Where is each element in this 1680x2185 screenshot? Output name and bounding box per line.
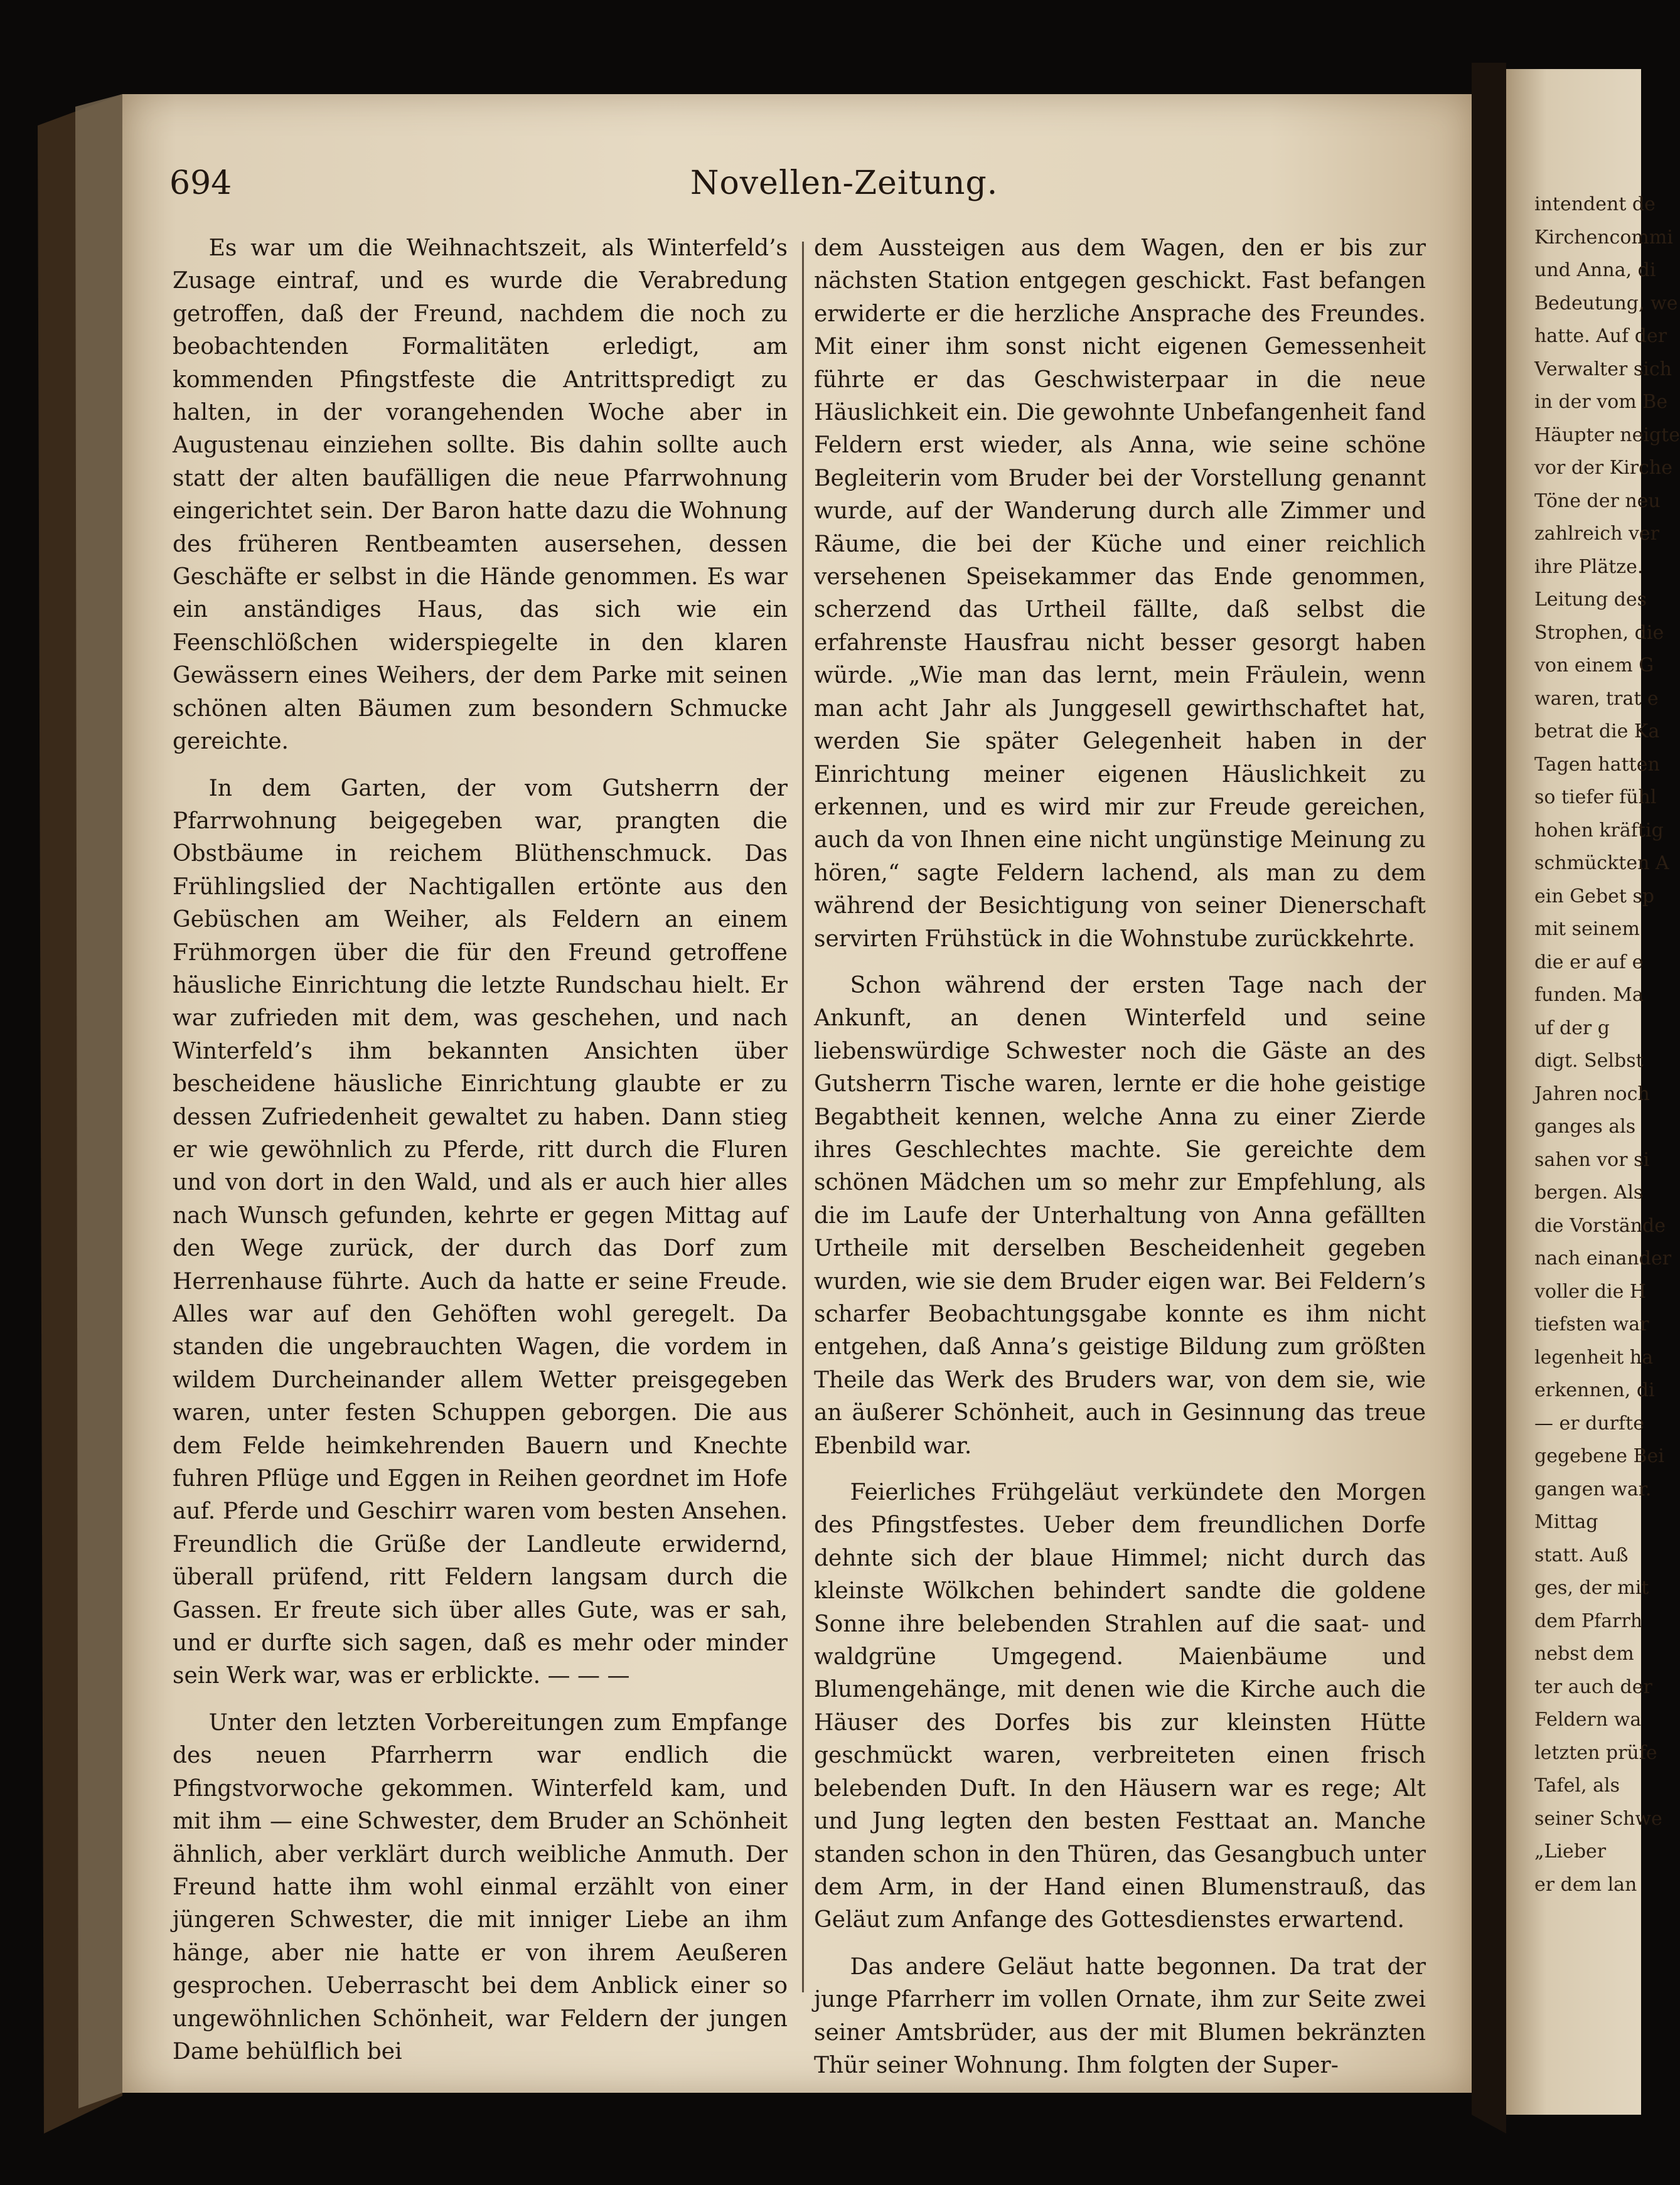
fragment-line: die er auf e [1534, 951, 1644, 973]
paragraph: Feierliches Frühgeläut verkündete den Morgen des Pfingstfestes. Ueber dem freundlichen Dorfe dehnte sich der blaue Himmel; nicht durch das kleinste Wölkchen behindert sandte die goldene Sonne ihre belebenden Strahlen auf die saat- und waldgrüne Umgegend. Maienbäume und Blumengehänge, mit denen wie die Kirche auch die Häuser des Dorfes bis zur kleinsten Hütte geschmückt waren, verbreiteten einen frisch belebenden Duft. In den Häusern war es rege; Alt und Jung legten den besten Festtaat an. Manche standen schon in den Thüren, das Gesangbuch unter dem Arm, in der Hand einen Blumenstrauß, das Geläut zum Anfange des Gottesdienstes erwartend. [814, 1480, 1426, 1933]
fragment-line: erkennen, di [1534, 1379, 1655, 1401]
fragment-line: gegebene Bei [1534, 1445, 1664, 1467]
fragment-line: waren, trat e [1534, 687, 1659, 710]
fragment-line: Häupter neigte [1534, 424, 1680, 446]
fragment-line: ganges als [1534, 1116, 1636, 1138]
fragment-line: Feldern wa [1534, 1709, 1642, 1731]
fragment-line: hatte. Auf der [1534, 325, 1667, 347]
right-text-column [814, 232, 1426, 2082]
fragment-line: voller die H [1534, 1280, 1647, 1303]
paragraph: Das andere Geläut hatte begonnen. Da trat der junge Pfarrherr im vollen Ornate, ihm zur Seite zwei seiner Amtsbrüder, aus der mit Blumen bekränzten Thür seiner Wohnung. Ihm folgten der Super- [814, 1953, 1426, 2078]
fragment-line: sahen vor si [1534, 1148, 1650, 1171]
left-text-column [173, 232, 788, 2068]
fragment-line: legenheit ha [1534, 1346, 1654, 1369]
paragraph: In dem Garten, der vom Gutsherrn der Pfarrwohnung beigegeben war, prangten die Obstbäume in reichem Blüthenschmuck. Das Frühlingslied der Nachtigallen ertönte aus den Gebüschen am Weiher, als Feldern an einem Frühmorgen über die für den Freund getroffene häusliche Einrichtung die letzte Rundschau hielt. Er war zufrieden mit dem, was geschehen, und nach Winterfeld’s ihm bekannten Ansichten über bescheidene häusliche Einrichtung glaubte er zu dessen Zufriedenheit gewaltet zu haben. Dann stieg er wie gewöhnlich zu Pferde, ritt durch die Fluren und von dort in den Wald, und als er auch hier alles nach Wunsch gefunden, kehrte er gegen Mittag auf den Wege zurück, der durch das Dorf zum Herrenhause führte. Auch da hatte er seine Freude. Alles war auf den Gehöften wohl geregelt. Da standen die ungebrauchten Wagen, die vordem in wildem Durcheinander allem Wetter preisgegeben waren, unter festen Schuppen geborgen. Die aus dem Felde heimkehrenden Bauern und Knechte fuhren Pflüge und Eggen in Reihen geordnet im Hofe auf. Pferde und Geschirr waren vom besten Ansehen. Freundlich die Grüße der Landleute erwidernd, überall prüfend, ritt Feldern langsam durch die Gassen. Er freute sich über alles Gute, was er sah, und er durfte sich sagen, daß es mehr oder minder sein Werk war, was er erblickte. — — — [173, 775, 788, 1689]
fragment-line: ter auch der [1534, 1675, 1652, 1698]
fragment-line: zahlreich ver [1534, 523, 1659, 545]
fragment-line: — er durfte [1534, 1412, 1644, 1434]
fragment-line: ihre Plätze. [1534, 555, 1644, 578]
paragraph: dem Aussteigen aus dem Wagen, den er bis zur nächsten Station entgegen geschickt. Fast befangen erwiderte er die herzliche Ansprache des Freundes. Mit einer ihm sonst nicht eigenen Gemessenheit führte er das Geschwisterpaar in die neue Häuslichkeit ein. Die gewohnte Unbefangenheit fand Feldern erst wieder, als Anna, wie seine schöne Begleiterin vom Bruder bei der Vorstellung genannt wurde, auf der Wanderung durch alle Zimmer und Räume, die bei der Küche und einer reichlich versehenen Speisekammer das Ende genommen, scherzend das Urtheil fällte, daß selbst die erfahrenste Hausfrau nicht besser gesorgt haben würde. „Wie man das lernt, mein Fräulein, wenn man acht Jahr als Junggesell gewirthschaftet hat, werden Sie später Gelegenheit haben in der Einrichtung meiner eigenen Häuslichkeit zu erkennen, und es wird mir zur Freude gereichen, auch da von Ihnen eine nicht ungünstige Meinung zu hören,“ sagte Feldern lachend, als man zu dem während der Besichtigung von seiner Dienerschaft servirten Frühstück in die Wohnstube zurückkehrte. [814, 235, 1426, 952]
fragment-line: letzten prüfe [1534, 1741, 1657, 1764]
fragment-line: seiner Schwe [1534, 1807, 1662, 1830]
fragment-line: ges, der mit [1534, 1577, 1649, 1599]
fragment-line: bergen. Als [1534, 1182, 1644, 1204]
fragment-line: schmückten A [1534, 852, 1669, 874]
fragment-line: Töne der neu [1534, 489, 1661, 512]
paragraph: Unter den letzten Vorbereitungen zum Empfange des neuen Pfarrherrn war endlich die Pfingstvorwoche gekommen. Winterfeld kam, und mit ihm — eine Schwester, dem Bruder an Schönheit ähnlich, aber verklärt durch weibliche Anmuth. Der Freund hatte ihm wohl einmal erzählt von einer jüngeren Schwester, die mit inniger Liebe an ihm hänge, aber nie hatte er von ihrem Aeußeren gesprochen. Ueberrascht bei dem Anblick einer so ungewöhnlichen Schönheit, war Feldern der jungen Dame behülflich bei [173, 1709, 788, 2065]
fragment-line: Tagen hatten [1534, 753, 1660, 776]
fragment-line: mit seinem [1534, 918, 1640, 940]
next-page-text-fragments [1534, 188, 1680, 1901]
fragment-line: Tafel, als [1534, 1775, 1620, 1797]
fragment-line: Kirchencommi [1534, 226, 1673, 248]
fragment-line: betrat die Ka [1534, 720, 1660, 742]
fragment-line: digt. Selbst [1534, 1050, 1644, 1072]
fragment-line: so tiefer fühl [1534, 786, 1657, 808]
fragment-line: nach einander [1534, 1247, 1672, 1269]
fragment-line: Jahren noch [1534, 1082, 1650, 1105]
page-block-edges [75, 94, 122, 2108]
fragment-line: „Lieber [1534, 1840, 1607, 1862]
fragment-line: nebst dem [1534, 1643, 1634, 1665]
running-header: Novellen-Zeitung. [690, 164, 998, 202]
fragment-line: gangen war. [1534, 1478, 1652, 1500]
fragment-line: ein Gebet sp [1534, 885, 1655, 907]
fragment-line: er dem lan [1534, 1873, 1637, 1896]
fragment-line: dem Pfarrh [1534, 1610, 1643, 1632]
page-number: 694 [169, 164, 232, 202]
fragment-line: uf der g [1534, 1017, 1610, 1039]
fragment-line: statt. Auß [1534, 1544, 1629, 1566]
fragment-line: Strophen, die [1534, 621, 1664, 644]
paragraph: Es war um die Weihnachtszeit, als Winterfeld’s Zusage eintraf, und es wurde die Verabredung getroffen, daß der Freund, nachdem die noch zu beobachtenden Formalitäten erledigt, am kommenden Pfingstfeste die Antrittspredigt zu halten, in der vorangehenden Woche aber in Augustenau einziehen sollte. Bis dahin sollte auch statt der alten baufälligen die neue Pfarrwohnung eingerichtet sein. Der Baron hatte dazu die Wohnung des früheren Rentbeamten ausersehen, dessen Geschäfte er selbst in die Hände genommen. Es war ein anständiges Haus, das sich wie ein Feenschlößchen widerspiegelte in den klaren Gewässern eines Weihers, der dem Parke mit seinen schönen alten Bäumen zum besondern Schmucke gereichte. [173, 235, 788, 755]
fragment-line: hohen kräftig [1534, 819, 1664, 841]
fragment-line: Mittag [1534, 1511, 1598, 1533]
paragraph: Schon während der ersten Tage nach der Ankunft, an denen Winterfeld und seine liebenswürdige Schwester noch die Gäste an des Gutsherrn Tische waren, lernte er die hohe geistige Begabtheit kennen, welche Anna zu einer Zierde ihres Geschlechtes machte. Sie gereichte dem schönen Mädchen um so mehr zur Empfehlung, als die im Laufe der Unterhaltung von Anna gefällten Urtheile mit derselben Bescheidenheit gegeben wurden, wie sie dem Bruder eigen war. Bei Feldern’s scharfer Beobachtungsgabe konnte es ihm nicht entgehen, daß Anna’s geistige Bildung zum größten Theile das Werk des Bruders war, von dem sie, wie an äußerer Schönheit, auch in Gesinnung das treue Ebenbild war. [814, 972, 1426, 1459]
fragment-line: funden. Ma [1534, 984, 1644, 1006]
fragment-line: intendent de [1534, 193, 1656, 215]
fragment-line: in der vom Be [1534, 391, 1668, 413]
fragment-line: und Anna, di [1534, 259, 1656, 281]
fragment-line: die Vorstände [1534, 1214, 1666, 1237]
column-divider [802, 242, 804, 1992]
fragment-line: Leitung des [1534, 589, 1647, 611]
gutter-shadow [1472, 63, 1506, 2134]
fragment-line: vor der Kirche [1534, 457, 1672, 479]
fragment-line: Bedeutung, we [1534, 292, 1678, 314]
fragment-line: Verwalter sich [1534, 358, 1672, 380]
fragment-line: tiefsten war [1534, 1313, 1649, 1335]
fragment-line: von einem G [1534, 654, 1654, 676]
